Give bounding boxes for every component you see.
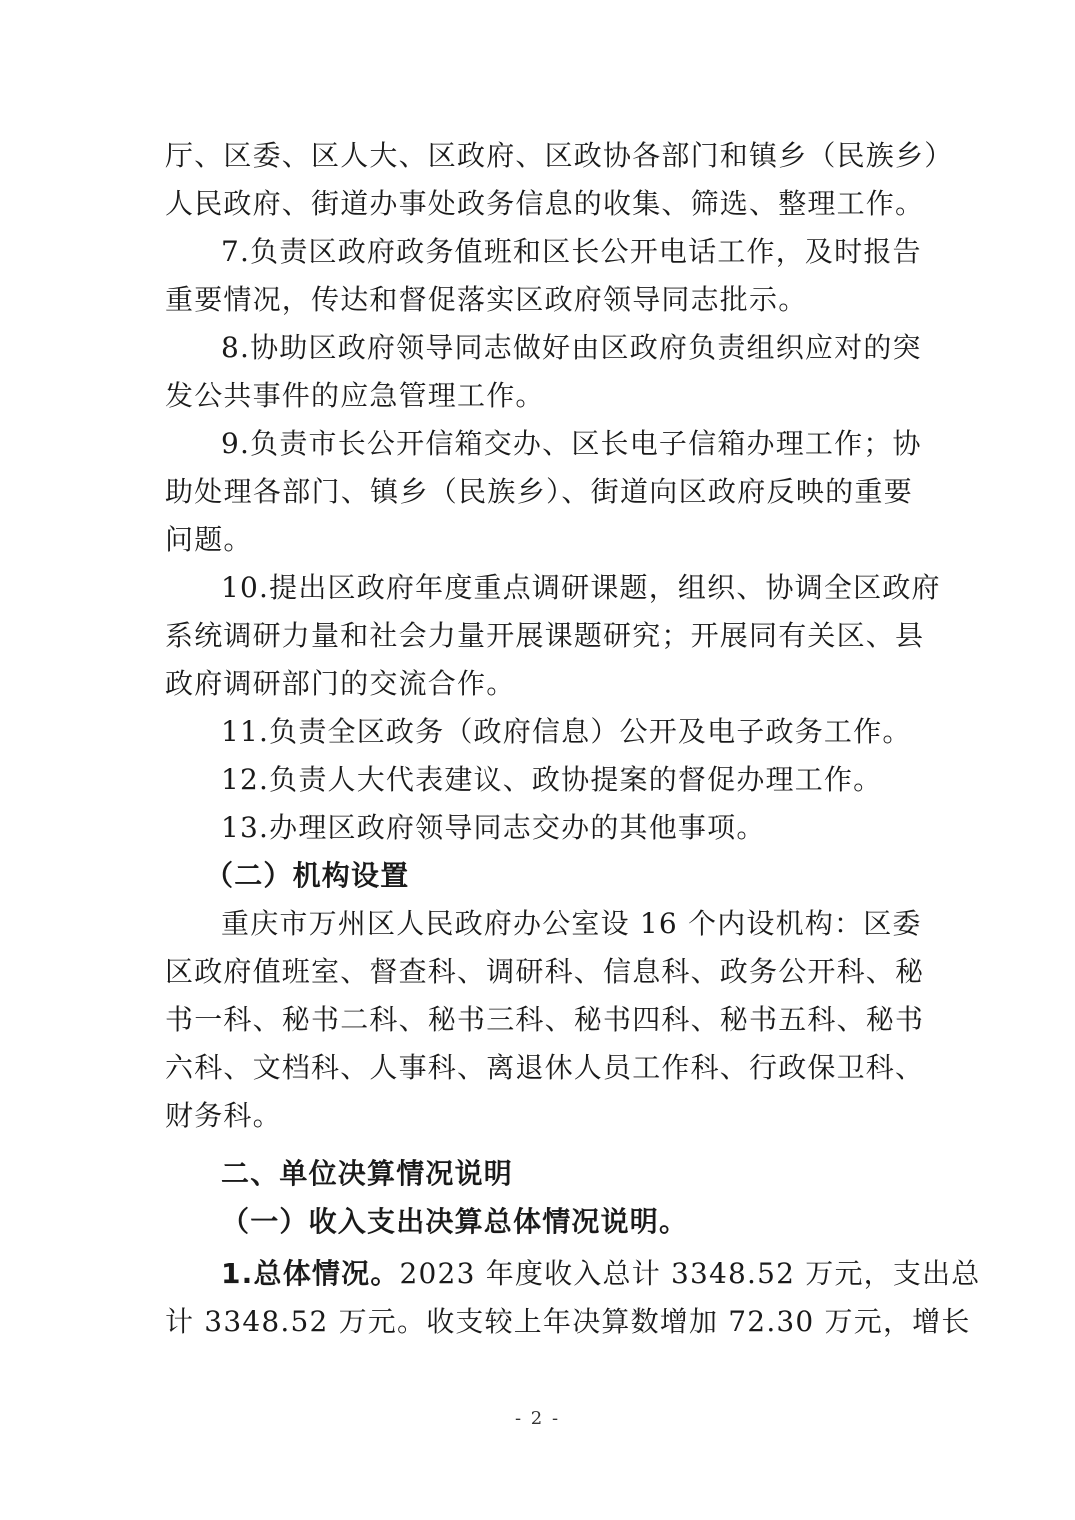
- paragraph-line: 系统调研力量和社会力量开展课题研究；开展同有关区、县: [165, 619, 925, 652]
- paragraph-line: [165, 1250, 981, 1298]
- section-heading-org: （二）机构设置: [205, 859, 410, 892]
- list-item-7: 7.负责区政府政务值班和区长公开电话工作，及时报告: [221, 235, 922, 268]
- paragraph-line: 计 3348.52 万元。收支较上年决算数增加 72.30 万元，增长: [165, 1305, 971, 1338]
- paragraph-line: 政府调研部门的交流合作。: [165, 667, 516, 700]
- paragraph-text: 2023 年度收入总计 3348.52 万元，支出总: [399, 1257, 981, 1290]
- document-body: [165, 132, 981, 1346]
- spacer: [165, 1140, 913, 1150]
- list-item-8: 8.协助区政府领导同志做好由区政府负责组织应对的突: [221, 331, 922, 364]
- paragraph-line: 厅、区委、区人大、区政府、区政协各部门和镇乡（民族乡）: [165, 139, 954, 172]
- sub-heading-1: （一）收入支出决算总体情况说明。: [221, 1205, 689, 1238]
- paragraph-line: 人民政府、街道办事处政务信息的收集、筛选、整理工作。: [165, 187, 925, 220]
- list-item-12: 12.负责人大代表建议、政协提案的督促办理工作。: [221, 763, 883, 796]
- paragraph-line: 重要情况，传达和督促落实区政府领导同志批示。: [165, 283, 808, 316]
- paragraph-line: 助处理各部门、镇乡（民族乡）、街道向区政府反映的重要: [165, 475, 913, 508]
- paragraph-line: 区政府值班室、督查科、调研科、信息科、政务公开科、秘: [165, 955, 925, 988]
- paragraph-line: 财务科。: [165, 1099, 282, 1132]
- paragraph-line: 书一科、秘书二科、秘书三科、秘书四科、秘书五科、秘书: [165, 1003, 925, 1036]
- section-heading-2: 二、单位决算情况说明: [221, 1157, 514, 1190]
- list-item-13: 13.办理区政府领导同志交办的其他事项。: [221, 811, 766, 844]
- paragraph-lead: 1.总体情况。: [221, 1257, 400, 1290]
- list-item-10: 10.提出区政府年度重点调研课题，组织、协调全区政府: [221, 571, 941, 604]
- list-item-9: 9.负责市长公开信箱交办、区长电子信箱办理工作；协: [221, 427, 922, 460]
- paragraph-line: 发公共事件的应急管理工作。: [165, 379, 545, 412]
- paragraph-line: 重庆市万州区人民政府办公室设 16 个内设机构：区委: [221, 907, 922, 940]
- paragraph-line: 问题。: [165, 523, 253, 556]
- paragraph-line: 六科、文档科、人事科、离退休人员工作科、行政保卫科、: [165, 1051, 925, 1084]
- list-item-11: 11.负责全区政务（政府信息）公开及电子政务工作。: [221, 715, 912, 748]
- page-number: - 2 -: [514, 1408, 561, 1429]
